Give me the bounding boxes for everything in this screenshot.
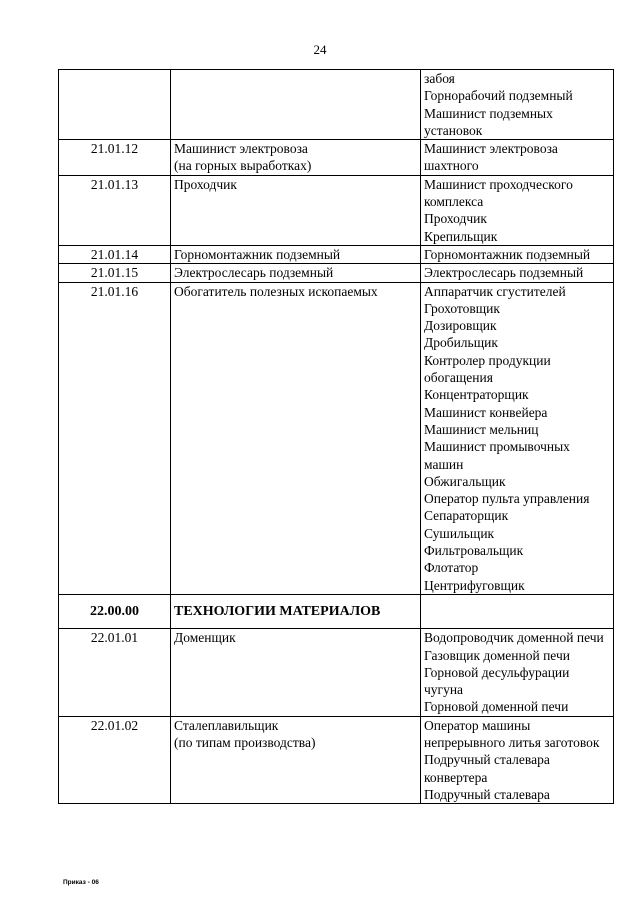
profession-item: Дозировщик — [424, 318, 497, 334]
professions-cell — [421, 264, 614, 282]
profession-item: Машинист проходческого комплекса — [424, 176, 573, 210]
specialty-code-cell: 22.01.01 — [59, 629, 171, 716]
table-row — [59, 70, 614, 140]
specialty-name-cell — [171, 629, 421, 716]
specialty-name-line: Машинист электровоза — [174, 141, 308, 157]
profession-item: Горномонтажник подземный — [424, 246, 591, 262]
professions-table — [58, 69, 614, 804]
specialty-code-cell: 21.01.12 — [59, 140, 171, 176]
professions-cell — [421, 594, 614, 628]
professions-cell — [421, 629, 614, 716]
specialty-name-cell — [171, 140, 421, 176]
table-row — [59, 245, 614, 263]
profession-item: Оператор пульта управления — [424, 491, 590, 507]
professions-cell — [421, 175, 614, 245]
professions-cell — [421, 716, 614, 803]
profession-item: Аппаратчик сгустителей — [424, 283, 566, 299]
profession-item: Грохотовщик — [424, 300, 500, 316]
specialty-code-cell: 21.01.13 — [59, 175, 171, 245]
specialty-name-line: (на горных выработках) — [174, 158, 312, 174]
footer-order-label: Приказ - 06 — [63, 879, 99, 886]
specialty-code-cell: 22.00.00 — [59, 594, 171, 628]
profession-item: Горновой доменной печи — [424, 699, 569, 715]
table-row — [59, 594, 614, 628]
specialty-name-cell — [171, 594, 421, 628]
profession-item: Машинист мельниц — [424, 421, 539, 437]
table-body — [59, 70, 614, 804]
specialty-name-line: (по типам производства) — [174, 734, 316, 750]
profession-item: Электрослесарь подземный — [424, 265, 584, 281]
profession-item: Проходчик — [424, 211, 487, 227]
specialty-name-line: Обогатитель полезных ископаемых — [174, 283, 378, 299]
profession-item: Обжигальщик — [424, 473, 506, 489]
table-row — [59, 264, 614, 282]
profession-item: Сепараторщик — [424, 508, 509, 524]
specialty-name-cell — [171, 282, 421, 594]
specialty-name-cell — [171, 245, 421, 263]
profession-item: Машинист промывочных машин — [424, 439, 570, 472]
profession-item: Сушильщик — [424, 525, 495, 541]
profession-item: Концентраторщик — [424, 387, 529, 403]
professions-cell — [421, 70, 614, 140]
profession-item: Фильтровальщик — [424, 543, 524, 559]
specialty-code-cell: 21.01.15 — [59, 264, 171, 282]
profession-item: Машинист конвейера — [424, 404, 548, 420]
specialty-code-cell: 22.01.02 — [59, 716, 171, 803]
specialty-name-line: Сталеплавильщик — [174, 717, 279, 733]
profession-item: Крепильщик — [424, 228, 498, 244]
profession-item: Машинист электровоза шахтного — [424, 141, 558, 174]
specialty-code-cell: 21.01.16 — [59, 282, 171, 594]
profession-item: Контролер продукции обогащения — [424, 352, 551, 386]
specialty-name-line: ТЕХНОЛОГИИ МАТЕРИАЛОВ — [174, 603, 381, 619]
specialty-name-line: Горномонтажник подземный — [174, 246, 341, 262]
specialty-name-cell — [171, 716, 421, 803]
specialty-name-line: Проходчик — [174, 176, 237, 192]
profession-item: Горнорабочий подземный — [424, 88, 573, 104]
specialty-code-cell: 21.01.14 — [59, 245, 171, 263]
table-row — [59, 629, 614, 716]
table-row — [59, 175, 614, 245]
profession-item: Горновой десульфурации чугуна — [424, 664, 570, 698]
page-number: 24 — [313, 42, 327, 57]
specialty-name-cell — [171, 264, 421, 282]
profession-item: Дробильщик — [424, 335, 498, 351]
table-row — [59, 282, 614, 594]
professions-cell — [421, 140, 614, 176]
professions-cell — [421, 245, 614, 263]
profession-item: Подручный сталевара — [424, 786, 550, 802]
specialty-name-cell — [171, 70, 421, 140]
profession-item: Подручный сталевара конвертера — [424, 752, 550, 785]
profession-item: Водопроводчик доменной печи — [424, 630, 604, 646]
specialty-name-line: Доменщик — [174, 630, 236, 646]
profession-item: Машинист подземных установок — [424, 105, 553, 138]
specialty-name-line: Электрослесарь подземный — [174, 265, 334, 281]
profession-item: забоя — [424, 71, 455, 86]
specialty-name-cell — [171, 175, 421, 245]
professions-cell — [421, 282, 614, 594]
profession-item: Флотатор — [424, 560, 479, 576]
profession-item: Оператор машины непрерывного литья заготовок — [424, 717, 600, 750]
profession-item: Газовщик доменной печи — [424, 647, 570, 663]
table-row — [59, 140, 614, 176]
specialty-code-cell — [59, 70, 171, 140]
profession-item: Центрифуговщик — [424, 577, 525, 593]
table-row — [59, 716, 614, 803]
